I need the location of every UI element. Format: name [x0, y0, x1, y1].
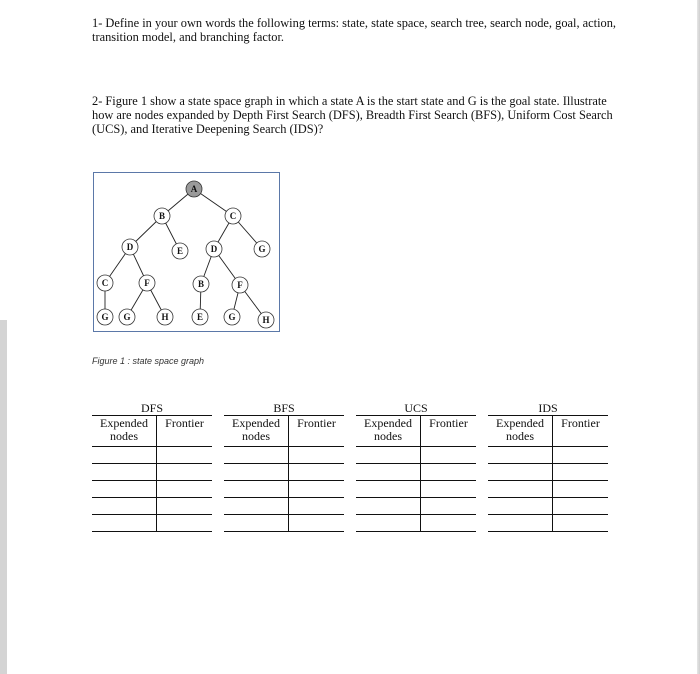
frontier-header: Frontier	[297, 416, 336, 430]
graph-node-b-label: B	[158, 211, 166, 221]
table-row	[356, 515, 476, 532]
table-title: BFS	[273, 401, 295, 415]
table-body	[356, 447, 476, 532]
table-row	[92, 481, 212, 498]
table-title: DFS	[140, 401, 163, 415]
table-title: IDS	[538, 401, 558, 415]
graph-node-b2-label: B	[197, 279, 205, 289]
question-2: 2- Figure 1 show a state space graph in which a state A is the start state and G is the goal state. Illustrate how are nodes expanded by Depth First Search (DFS), Breadth First Search (BFS), Uniform Cost Search (UCS), and Iterative Deepening Search (IDS)?	[92, 94, 613, 136]
graph-node-h2-label: H	[262, 315, 270, 325]
graph-node-c2-label: C	[101, 278, 109, 288]
figure-caption: Figure 1 : state space graph	[92, 356, 205, 366]
table-header	[92, 415, 212, 447]
table-row	[356, 464, 476, 481]
table-row	[92, 498, 212, 515]
expanded-nodes-header: Expended nodes	[100, 416, 148, 443]
graph-node-g3-label: G	[123, 312, 131, 322]
table-row	[488, 464, 608, 481]
table-header	[356, 415, 476, 447]
graph-node-e1-label: E	[176, 246, 184, 256]
graph-node-a-label: A	[190, 184, 198, 194]
bfs-table	[224, 402, 344, 532]
graph-node-f2-label: F	[237, 280, 243, 290]
table-row	[488, 498, 608, 515]
graph-node-d1-label: D	[126, 242, 134, 252]
table-row	[92, 515, 212, 532]
frontier-header: Frontier	[165, 416, 204, 430]
table-row	[488, 447, 608, 464]
graph-svg	[94, 173, 281, 333]
graph-node-g4-label: G	[228, 312, 236, 322]
table-row	[224, 464, 344, 481]
table-row	[92, 464, 212, 481]
scrollbar[interactable]	[0, 320, 7, 674]
table-body	[92, 447, 212, 532]
table-row	[356, 447, 476, 464]
frontier-header: Frontier	[561, 416, 600, 430]
expanded-nodes-header: Expended nodes	[496, 416, 544, 443]
table-row	[488, 515, 608, 532]
table-row	[356, 498, 476, 515]
graph-node-c-label: C	[229, 211, 237, 221]
table-title: UCS	[404, 401, 428, 415]
graph-node-e2-label: E	[196, 312, 204, 322]
graph-node-h1-label: H	[161, 312, 169, 322]
table-row	[356, 481, 476, 498]
table-header	[488, 415, 608, 447]
dfs-table	[92, 402, 212, 532]
frontier-header: Frontier	[429, 416, 468, 430]
expanded-nodes-header: Expended nodes	[232, 416, 280, 443]
graph-node-g2-label: G	[101, 312, 109, 322]
graph-node-g1-label: G	[258, 244, 266, 254]
ids-table	[488, 402, 608, 532]
table-body	[224, 447, 344, 532]
question-1: 1- Define in your own words the following terms: state, state space, search tree, search node, goal, action, transition model, and branching factor.	[92, 16, 617, 44]
graph-node-f1-label: F	[144, 278, 150, 288]
table-row	[92, 447, 212, 464]
expanded-nodes-header: Expended nodes	[364, 416, 412, 443]
table-header	[224, 415, 344, 447]
table-row	[224, 447, 344, 464]
graph-node-d2-label: D	[210, 244, 218, 254]
table-row	[224, 498, 344, 515]
ucs-table	[356, 402, 476, 532]
table-row	[224, 515, 344, 532]
table-row	[224, 481, 344, 498]
state-space-graph	[93, 172, 280, 332]
table-body	[488, 447, 608, 532]
table-row	[488, 481, 608, 498]
